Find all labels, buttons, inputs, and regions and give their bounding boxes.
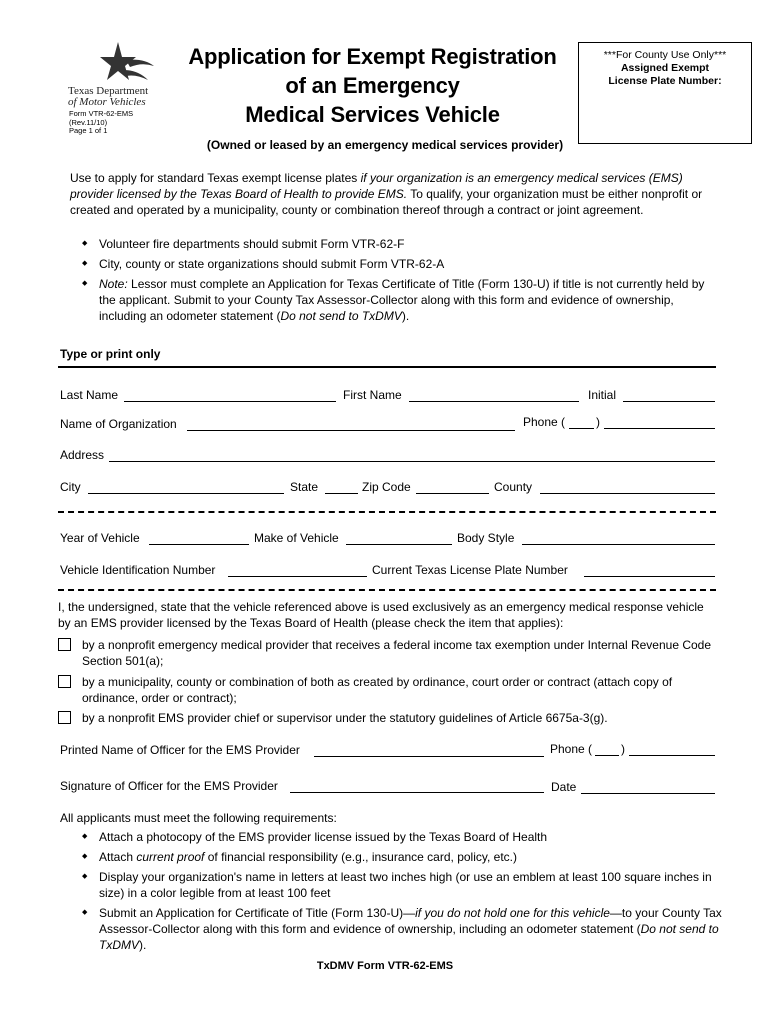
first-name-field[interactable] (409, 401, 579, 402)
agency-name (68, 86, 148, 108)
title-line-1: Application for Exempt Registration (188, 44, 557, 69)
zip-code-field[interactable] (416, 493, 489, 494)
agency-line-2: of Motor Vehicles (68, 96, 146, 108)
signature-label: Signature of Officer for the EMS Provider (60, 779, 278, 793)
organization-name-field[interactable] (187, 430, 515, 431)
license-plate-label: Current Texas License Plate Number (372, 563, 568, 577)
phone-field[interactable] (604, 428, 715, 429)
requirements-heading: All applicants must meet the following requirements: (60, 811, 337, 825)
address-field[interactable] (109, 461, 715, 462)
option-text: by a nonprofit emergency medical provider that receives a federal income tax exemption under Internal Revenue Code Section 501(a); (82, 638, 712, 668)
phone-label: Phone ( (523, 415, 566, 429)
title-line-3: Medical Services Vehicle (245, 102, 500, 127)
section-divider (58, 366, 716, 368)
requirements-list (82, 829, 722, 957)
form-identifier (69, 110, 133, 136)
initial-field[interactable] (623, 401, 715, 402)
intro-text-a: Use to apply for standard Texas exempt license plates (70, 171, 361, 185)
officer-phone-field[interactable] (629, 755, 715, 756)
officer-phone-label: Phone ( (550, 742, 593, 756)
checkbox-nonprofit-501a[interactable] (58, 638, 71, 651)
officer-phone-close-paren: ) (621, 742, 625, 756)
note-text-b: ). (401, 309, 410, 323)
form-revision: (Rev.11/10) (69, 117, 108, 127)
footer-form-label: TxDMV Form VTR-62-EMS (316, 960, 454, 972)
note-label: Note: (99, 277, 128, 291)
list-item (82, 276, 722, 324)
address-label: Address (60, 448, 105, 462)
county-label: County (494, 480, 533, 494)
title-line-2: of an Emergency (285, 73, 460, 98)
dashed-divider (58, 589, 716, 591)
subtitle: (Owned or leased by an emergency medical services provider) (206, 138, 564, 152)
intro-text-italic: if your organization is an emergency medical services (EMS) provider licensed by the Texas Board of Health to provide EMS. (70, 171, 683, 201)
city-field[interactable] (88, 493, 284, 494)
license-plate-number-label: License Plate Number: (608, 75, 722, 87)
checkbox-municipality[interactable] (58, 675, 71, 688)
intro-paragraph (70, 170, 720, 218)
list-item: ◆ Volunteer fire departments should submit Form VTR-62-F (82, 236, 722, 252)
req-text-a: Attach (99, 850, 137, 864)
option-text: by a nonprofit EMS provider chief or supervisor under the statutory guidelines of Article 6675a-3(g). (82, 711, 608, 725)
list-item: ◆ City, county or state organizations should submit Form VTR-62-A (82, 256, 722, 272)
certification-statement: I, the undersigned, state that the vehicle referenced above is used exclusively as an emergency medical response vehicle by an EMS provider licensed by the Texas Board of Health (please check the item that applies): (58, 600, 704, 630)
form-number: Form VTR-62-EMS (69, 109, 134, 118)
first-name-label: First Name (343, 388, 402, 402)
printed-name-label: Printed Name of Officer for the EMS Provider (60, 743, 300, 757)
initial-label: Initial (588, 388, 617, 402)
signature-field[interactable] (290, 792, 544, 793)
zip-code-label: Zip Code (362, 480, 411, 494)
vehicle-make-label: Make of Vehicle (254, 531, 339, 545)
agency-line-1: Texas Department (68, 85, 149, 97)
date-field[interactable] (581, 793, 715, 794)
req-text-b: of financial responsibility (e.g., insurance card, policy, etc.) (204, 850, 517, 864)
list-item: ◆ Attach a photocopy of the EMS provider license issued by the Texas Board of Health (82, 829, 722, 845)
state-label: State (290, 480, 319, 494)
officer-area-code-field[interactable] (595, 755, 619, 756)
vehicle-year-field[interactable] (149, 544, 249, 545)
date-label: Date (551, 780, 577, 794)
page-number: Page 1 of 1 (69, 126, 108, 135)
option-text: by a municipality, county or combination of both as created by ordinance, court order or contract (attach copy of ordinance, order or contract); (82, 675, 673, 705)
req-text-italic: if you do not hold one for this vehicle (415, 906, 610, 920)
organization-name-label: Name of Organization (60, 417, 177, 431)
page-title (175, 42, 570, 129)
list-item (82, 905, 722, 953)
req-text-italic: current proof (136, 850, 205, 864)
phone-close-paren: ) (596, 415, 600, 429)
last-name-label: Last Name (60, 388, 119, 402)
list-item (82, 849, 722, 865)
assigned-exempt-label: Assigned Exempt (620, 62, 710, 74)
state-field[interactable] (325, 493, 358, 494)
county-use-box (578, 42, 752, 144)
last-name-field[interactable] (124, 401, 336, 402)
note-text-italic: Do not send to TxDMV (280, 309, 402, 323)
intro-text-b: To qualify, your organization must be either nonprofit or created and operated by a municipality, county or combination thereof through a contract or joint agreement. (70, 187, 703, 217)
checkbox-ems-chief[interactable] (58, 711, 71, 724)
note-text-a: Lessor must complete an Application for Texas Certificate of Title (Form 130-U) if title is not currently held by the applicant. Submit to your County Tax Assessor-Collector along with this form and evidence of ownership, including an odometer statement ( (99, 277, 705, 323)
city-label: City (60, 480, 81, 494)
dashed-divider (58, 511, 716, 513)
license-plate-field[interactable] (584, 576, 715, 577)
vin-label: Vehicle Identification Number (60, 563, 216, 577)
vin-field[interactable] (228, 576, 367, 577)
req-text-b: —to your County Tax Assessor-Collector along with this form and evidence of ownership, including an odometer statement ( (99, 906, 722, 936)
req-text-c: ). (139, 938, 147, 952)
list-item: ◆ Display your organization's name in letters at least two inches high (or use an emblem at least 100 square inches in size) in a color legible from at least 100 feet (82, 869, 722, 901)
req-text-a: Submit an Application for Certificate of Title (Form 130-U)— (99, 906, 416, 920)
body-style-field[interactable] (522, 544, 715, 545)
county-use-only-label: ***For County Use Only*** (603, 49, 727, 61)
vehicle-make-field[interactable] (346, 544, 452, 545)
intro-bullet-list (82, 236, 722, 328)
req-text-italic-2: Do not send to TxDMV (99, 922, 719, 952)
printed-name-field[interactable] (314, 756, 544, 757)
vehicle-year-label: Year of Vehicle (60, 531, 140, 545)
body-style-label: Body Style (457, 531, 515, 545)
area-code-field[interactable] (569, 428, 594, 429)
type-print-heading: Type or print only (60, 347, 161, 361)
county-field[interactable] (540, 493, 715, 494)
